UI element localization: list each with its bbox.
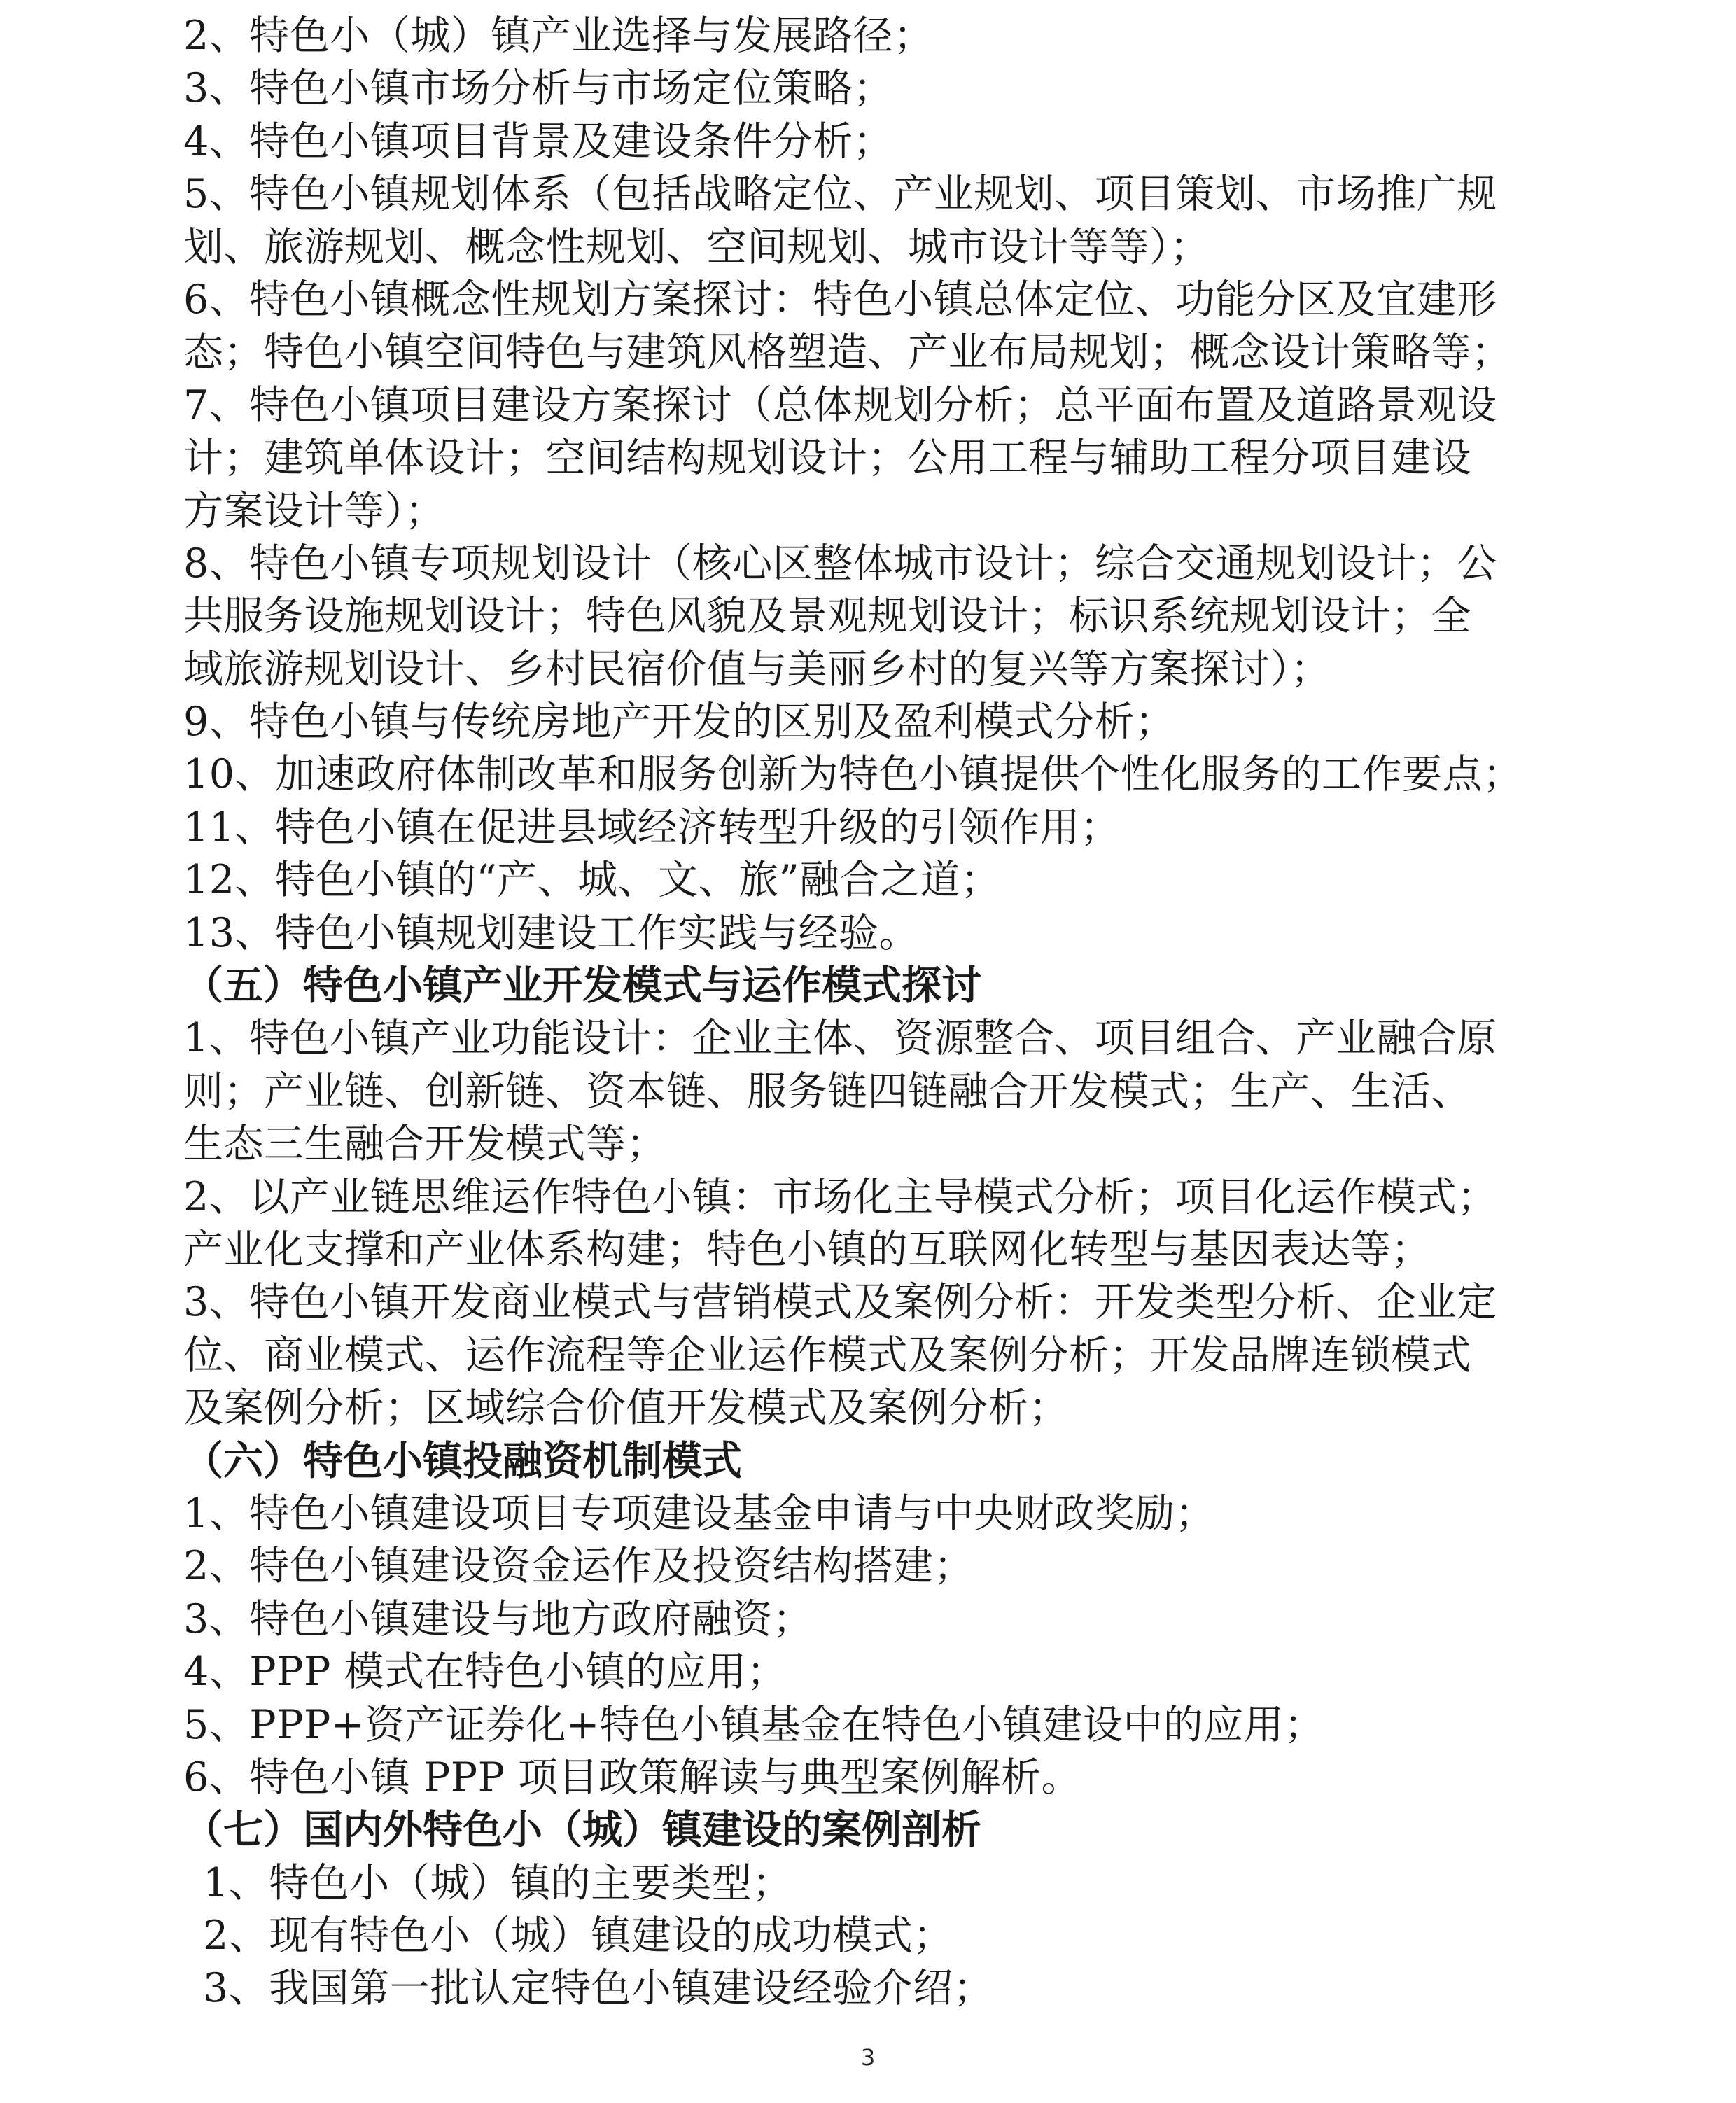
text-line: 6、特色小镇 PPP 项目政策解读与典型案例解析。 [183, 1754, 1082, 1801]
text-line: 划、旅游规划、概念性规划、空间规划、城市设计等等）； [183, 223, 1210, 270]
text-line: 生态三生融合开发模式等； [183, 1121, 666, 1168]
text-line: 9、特色小镇与传统房地产开发的区别及盈利模式分析； [183, 699, 1175, 746]
text-line: 共服务设施规划设计；特色风貌及景观规划设计；标识系统规划设计；全 [183, 593, 1471, 640]
text-line: 3、特色小镇开发商业模式与营销模式及案例分析：开发类型分析、企业定 [183, 1279, 1497, 1326]
section-heading: （六）特色小镇投融资机制模式 [183, 1437, 742, 1484]
text-line: 7、特色小镇项目建设方案探讨（总体规划分析；总平面布置及道路景观设 [183, 382, 1497, 428]
text-line: 1、特色小镇产业功能设计：企业主体、资源整合、项目组合、产业融合原 [183, 1015, 1497, 1062]
text-line: 方案设计等）； [183, 487, 445, 534]
text-line: 3、我国第一批认定特色小镇建设经验介绍； [203, 1965, 994, 2012]
text-line: 4、PPP 模式在特色小镇的应用； [183, 1649, 787, 1696]
section-heading: （五）特色小镇产业开发模式与运作模式探讨 [183, 963, 981, 1009]
text-line: 3、特色小镇市场分析与市场定位策略； [183, 65, 894, 112]
text-line: 态；特色小镇空间特色与建筑风格塑造、产业布局规划；概念设计策略等； [183, 329, 1512, 376]
text-line: 3、特色小镇建设与地方政府融资； [183, 1595, 813, 1642]
text-line: 12、特色小镇的“产、城、文、旅”融合之道； [183, 857, 1001, 904]
text-line: 5、PPP+资产证券化+特色小镇基金在特色小镇建设中的应用； [183, 1701, 1324, 1748]
text-line: 1、特色小（城）镇的主要类型； [203, 1859, 792, 1906]
section-heading: （七）国内外特色小（城）镇建设的案例剖析 [183, 1807, 981, 1854]
page-number: 3 [860, 2044, 876, 2071]
text-line: 则；产业链、创新链、资本链、服务链四链融合开发模式；生产、生活、 [183, 1068, 1471, 1115]
text-line: 10、加速政府体制改革和服务创新为特色小镇提供个性化服务的工作要点； [183, 751, 1523, 798]
text-line: 8、特色小镇专项规划设计（核心区整体城市设计；综合交通规划设计；公 [183, 540, 1497, 587]
text-line: 4、特色小镇项目背景及建设条件分析； [183, 118, 894, 165]
text-line: 11、特色小镇在促进县域经济转型升级的引领作用； [183, 804, 1121, 851]
text-line: 2、现有特色小（城）镇建设的成功模式； [203, 1913, 953, 1959]
text-line: 产业化支撑和产业体系构建；特色小镇的互联网化转型与基因表达等； [183, 1226, 1432, 1273]
text-line: 6、特色小镇概念性规划方案探讨：特色小镇总体定位、功能分区及宜建形 [183, 276, 1497, 323]
text-line: 计；建筑单体设计；空间结构规划设计；公用工程与辅助工程分项目建设 [183, 435, 1471, 482]
text-line: 及案例分析；区域综合价值开发模式及案例分析； [183, 1385, 1069, 1432]
document-body [183, 10, 1555, 2015]
text-line: 1、特色小镇建设项目专项建设基金申请与中央财政奖励； [183, 1490, 1216, 1537]
text-line: 5、特色小镇规划体系（包括战略定位、产业规划、项目策划、市场推广规 [183, 171, 1497, 218]
text-line: 2、特色小镇建设资金运作及投资结构搭建； [183, 1543, 974, 1590]
text-line: 2、特色小（城）镇产业选择与发展路径； [183, 13, 934, 59]
text-line: 域旅游规划设计、乡村民宿价值与美丽乡村的复兴等方案探讨）； [183, 645, 1331, 692]
text-line: 位、商业模式、运作流程等企业运作模式及案例分析；开发品牌连锁模式 [183, 1332, 1471, 1378]
text-line: 2、以产业链思维运作特色小镇：市场化主导模式分析；项目化运作模式； [183, 1173, 1497, 1220]
text-line: 13、特色小镇规划建设工作实践与经验。 [183, 909, 920, 956]
